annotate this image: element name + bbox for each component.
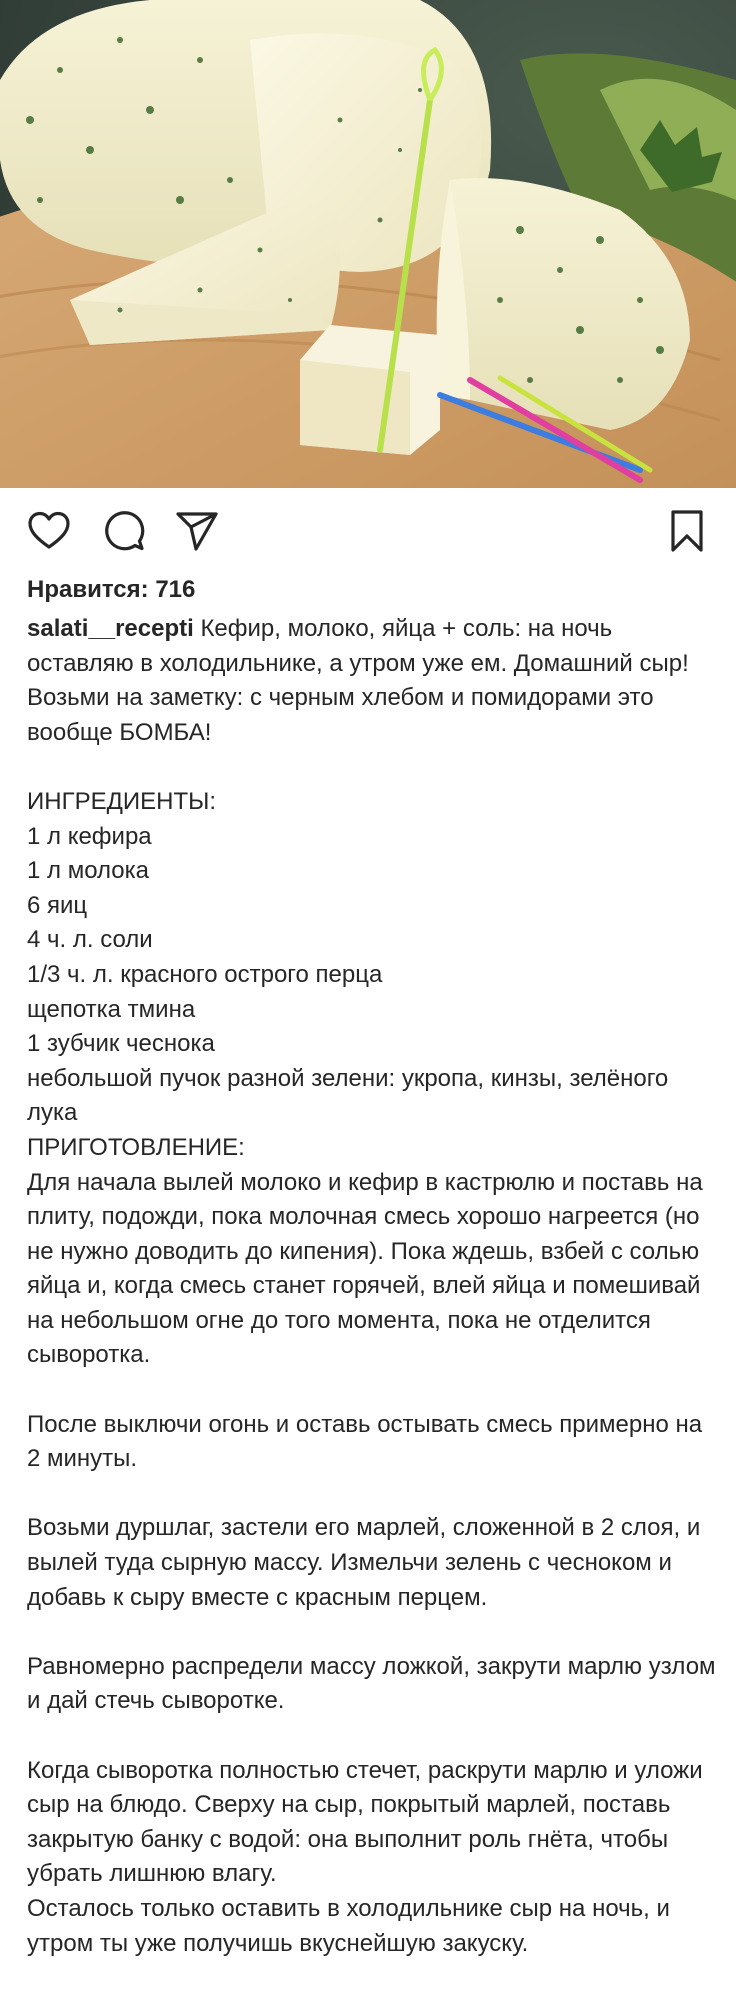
ingredient-item: небольшой пучок разной зелени: укропа, кинзы, зелёного лука (27, 1064, 669, 1127)
comment-button[interactable] (100, 508, 146, 554)
bookmark-icon (664, 508, 710, 554)
method-step: Когда сыворотка полностью стечет, раскрути марлю и уложи сыр на блюдо. Сверху на сыр, покрытый марлей, поставь закрытую банку с водой: она выполнит роль гнёта, чтобы убрать лишнюю влагу. (27, 1756, 703, 1888)
ingredient-item: 6 яиц (27, 891, 88, 919)
likes-number: 716 (155, 576, 196, 603)
ingredient-item: щепотка тмина (27, 995, 196, 1023)
post-photo[interactable] (0, 0, 736, 488)
likes-label: Нравится: (27, 576, 149, 603)
method-step: Для начала вылей молоко и кефир в кастрюлю и поставь на плиту, подожди, пока молочная смесь хорошо нагреется (но не нужно доводить до кипения). Пока ждешь, взбей с солью яйца и, когда смесь станет горячей, влей яйца и помешивай на небольшом огне до того момента, пока не отделится сыворотка. (27, 1168, 703, 1369)
post-caption (27, 612, 717, 1961)
heart-icon (26, 508, 72, 554)
ingredient-item: 1/3 ч. л. красного острого перца (27, 960, 383, 988)
method-step: Возьми дуршлаг, застели его марлей, сложенной в 2 слоя, и вылей туда сырную массу. Измельчи зелень с чесноком и добавь к сыру вместе с красным перцем. (27, 1514, 701, 1611)
caption-intro-text: Кефир, молоко, яйца + соль: на ночь оставляю в холодильнике, а утром уже ем. Домашний сыр! Возьми на заметку: с черным хлебом и помидорами это вообще БОМБА! (27, 615, 689, 746)
post-action-bar (0, 488, 736, 574)
save-bookmark-button[interactable] (664, 508, 710, 554)
method-step: После выключи огонь и оставь остывать смесь примерно на 2 минуты. (27, 1410, 703, 1473)
ingredients-title: ИНГРЕДИЕНТЫ: (27, 787, 217, 815)
method-final: Осталось только оставить в холодильнике сыр на ночь, и утром ты уже получишь вкуснейшую закуску. (27, 1894, 670, 1957)
ingredient-item: 1 л кефира (27, 822, 152, 850)
ingredient-item: 1 л молока (27, 857, 150, 885)
ingredient-item: 1 зубчик чеснока (27, 1030, 215, 1058)
like-button[interactable] (26, 508, 72, 554)
ingredient-item: 4 ч. л. соли (27, 926, 153, 954)
share-button[interactable] (174, 508, 220, 554)
caption-intro (27, 612, 717, 750)
method-title: ПРИГОТОВЛЕНИЕ: (27, 1133, 245, 1161)
username-link[interactable]: salati__recepti (27, 615, 194, 642)
comment-bubble-icon (100, 508, 146, 554)
likes-count[interactable] (27, 575, 195, 605)
ingredients-list (27, 820, 717, 1131)
paper-plane-icon (174, 508, 220, 554)
method-step: Равномерно распредели массу ложкой, закрути марлю узлом и дай стечь сыворотке. (27, 1652, 716, 1715)
